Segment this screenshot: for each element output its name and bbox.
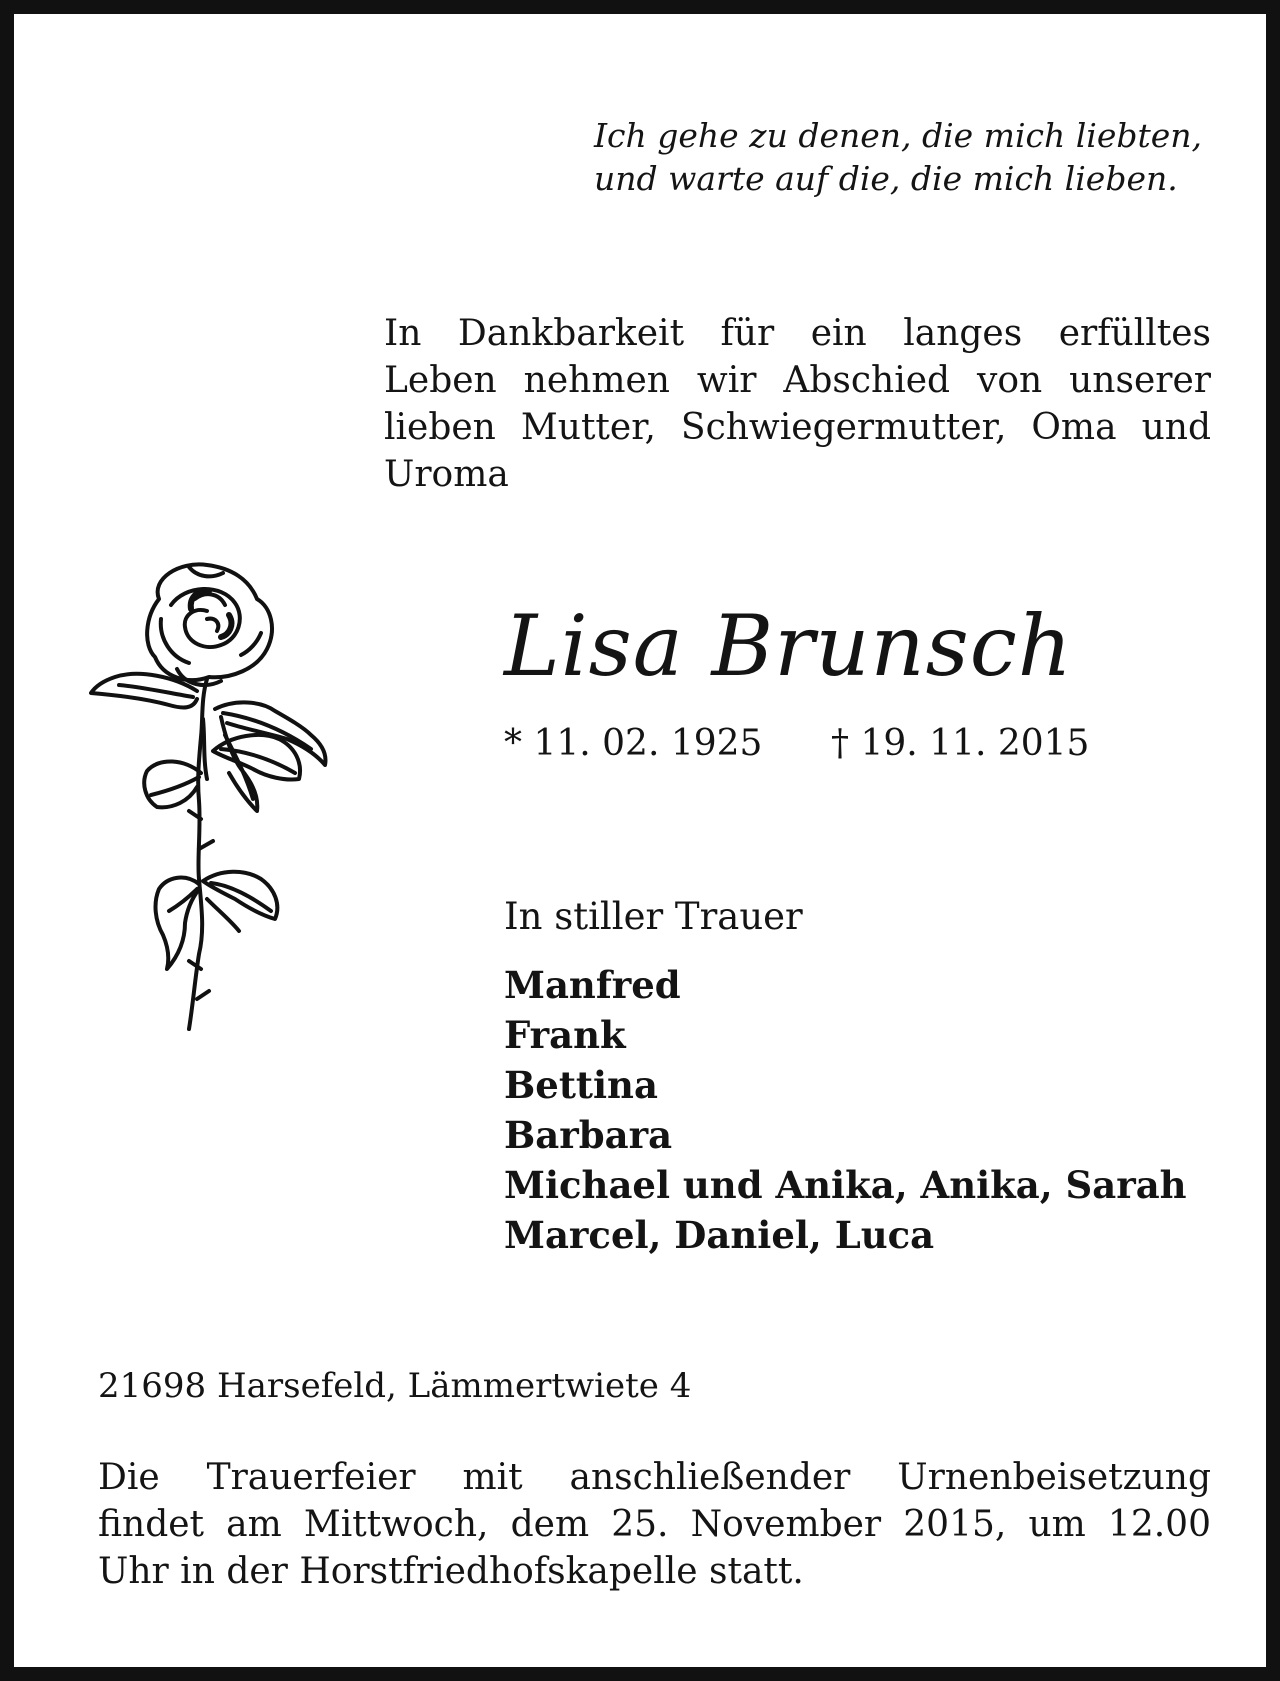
mourner-name: Barbara — [504, 1113, 673, 1157]
quote-line: und warte auf die, die mich lieben. — [594, 159, 1178, 198]
mourning-heading: In stiller Trauer — [504, 895, 803, 938]
mourner-name: Bettina — [504, 1063, 658, 1107]
service-line: findet am Mittwoch, dem 25. November 2015, um 12.00 — [98, 1504, 1211, 1545]
mourner-name: Manfred — [504, 963, 681, 1007]
mourner-name: Frank — [504, 1013, 626, 1057]
intro-line: lieben Mutter, Schwiegermutter, Oma und — [384, 407, 1211, 448]
intro-paragraph — [384, 310, 1211, 498]
intro-line: Uroma — [384, 454, 509, 495]
birth-date: * 11. 02. 1925 — [504, 723, 763, 764]
mourner-name: Marcel, Daniel, Luca — [504, 1213, 935, 1257]
memorial-quote — [594, 114, 1214, 200]
service-line: Die Trauerfeier mit anschließender Urnenbeisetzung — [98, 1457, 1211, 1498]
service-info — [98, 1454, 1211, 1595]
death-date: † 19. 11. 2015 — [831, 723, 1090, 764]
service-line: Uhr in der Horstfriedhofskapelle statt. — [98, 1551, 804, 1592]
address: 21698 Harsefeld, Lämmertwiete 4 — [98, 1366, 692, 1406]
intro-line: Leben nehmen wir Abschied von unserer — [384, 360, 1211, 401]
intro-line: In Dankbarkeit für ein langes erfülltes — [384, 313, 1211, 354]
deceased-name: Lisa Brunsch — [504, 597, 1073, 695]
rose-illustration-icon — [89, 559, 354, 1049]
quote-line: Ich gehe zu denen, die mich liebten, — [594, 116, 1203, 155]
mourner-name: Michael und Anika, Anika, Sarah — [504, 1163, 1187, 1207]
mourners-list — [504, 960, 1187, 1260]
